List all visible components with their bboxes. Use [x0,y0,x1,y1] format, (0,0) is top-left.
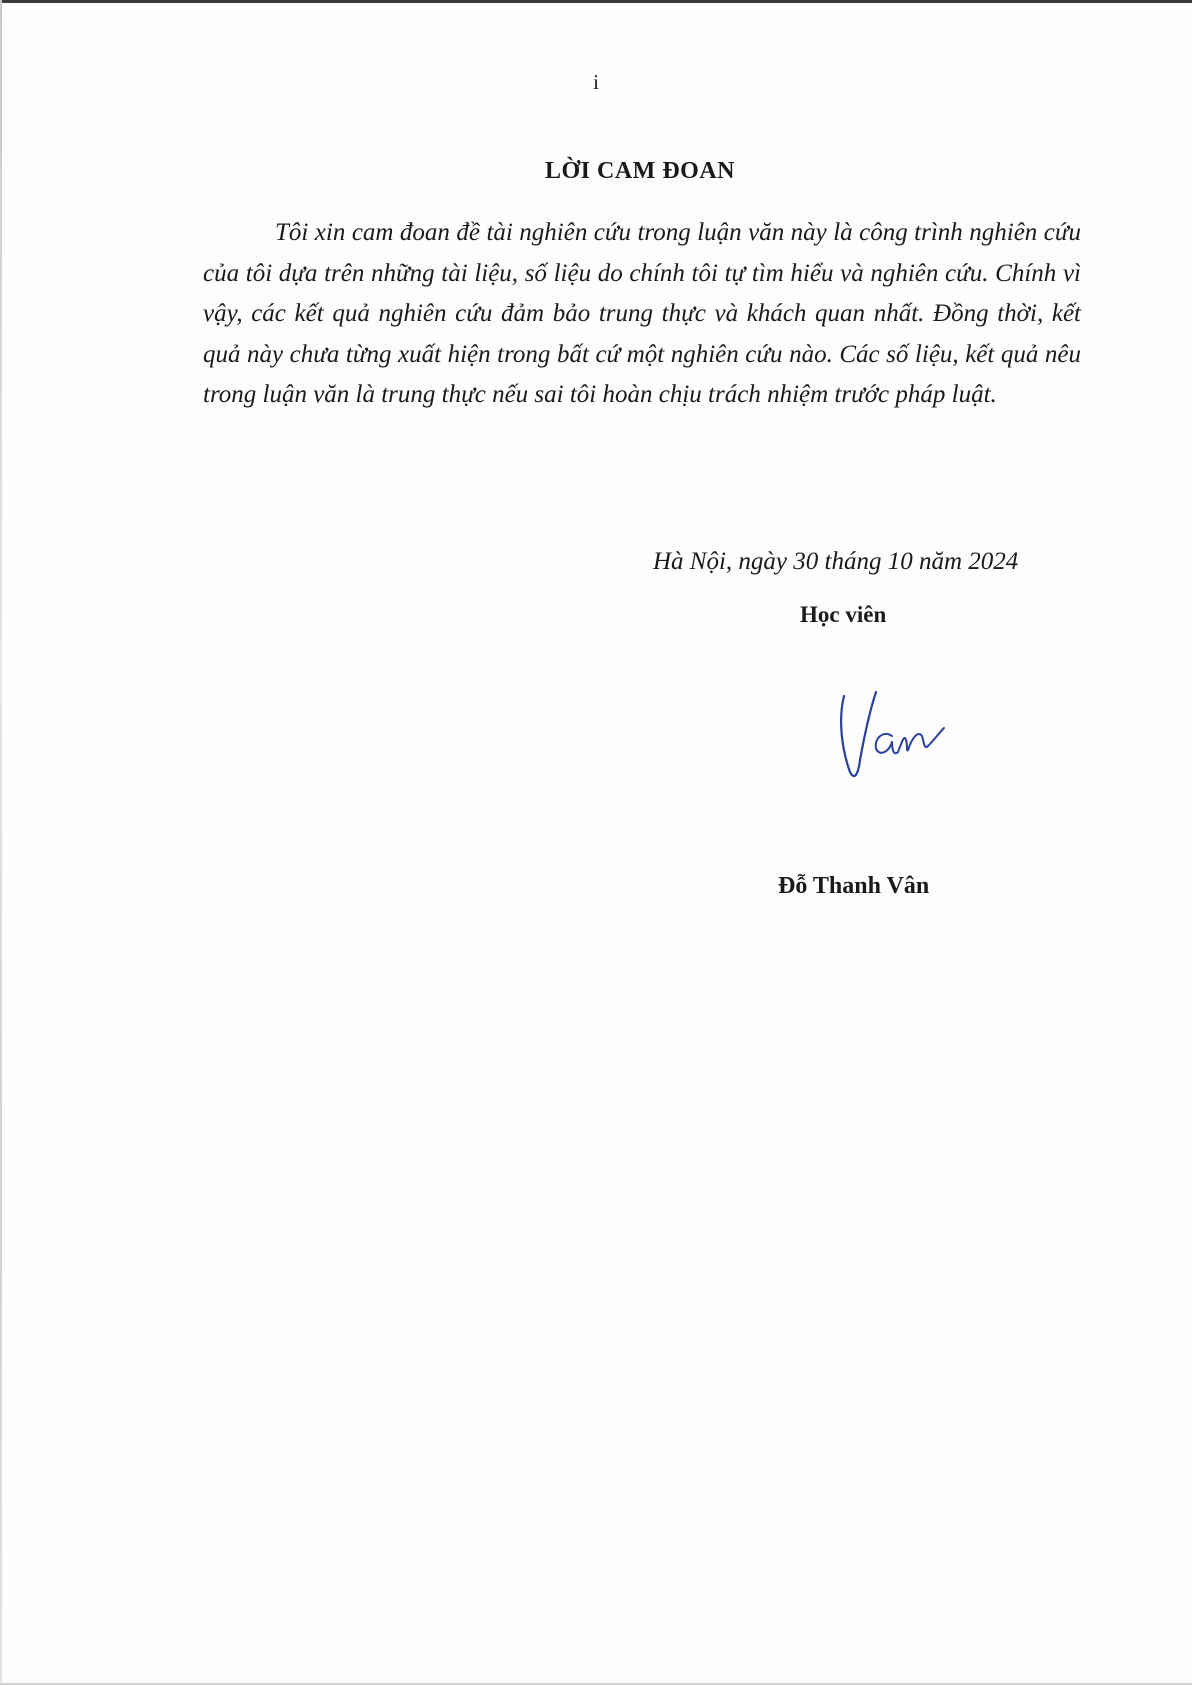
declaration-paragraph: Tôi xin cam đoan đề tài nghiên cứu trong luận văn này là công trình nghiên cứu của tôi dựa trên những tài liệu, số liệu do chính tôi tự tìm hiểu và nghiên cứu. Chính vì vậy, các kết quả nghiên cứu đảm bảo trung thực và khách quan nhất. Đồng thời, kết quả này chưa từng xuất hiện trong bất cứ một nghiên cứu nào. Các số liệu, kết quả nêu trong luận văn là trung thực nếu sai tôi hoàn chịu trách nhiệm trước pháp luật. [203,219,1081,408]
handwritten-signature [830,680,950,790]
signer-role: Học viên [800,602,887,627]
scan-edge-left [0,0,2,1685]
page-number: i [593,70,599,94]
signer-name: Đỗ Thanh Vân [778,873,930,899]
place-and-date: Hà Nội, ngày 30 tháng 10 năm 2024 [653,548,1019,575]
scan-edge-top [0,0,1192,3]
document-title: LỜI CAM ĐOAN [545,158,735,184]
